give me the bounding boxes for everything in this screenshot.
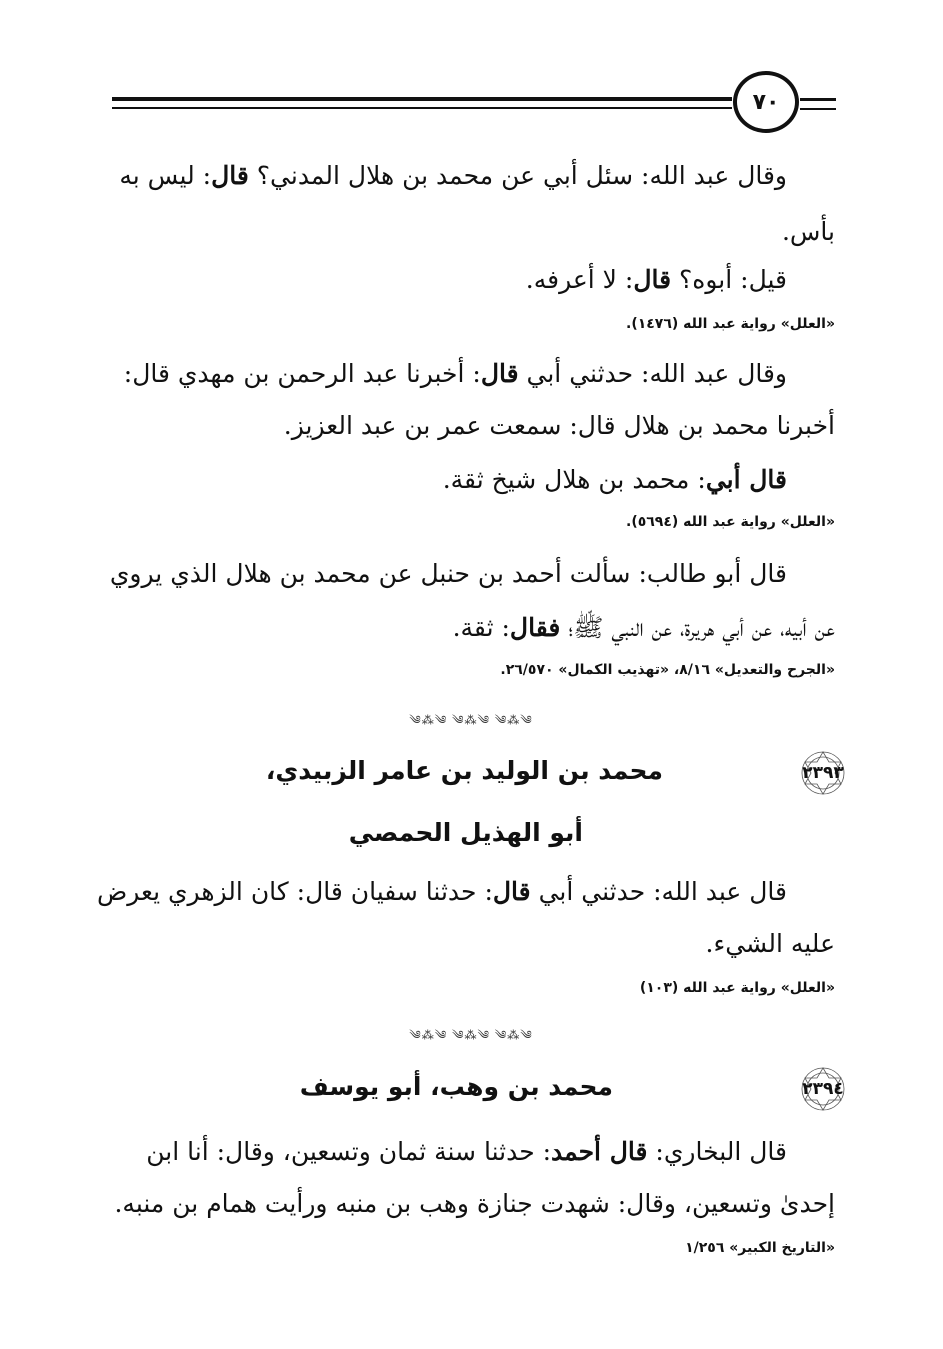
ornament-divider: ༄⁂༄ ༄⁂༄ ༄⁂༄ bbox=[409, 713, 533, 727]
citation: «العلل» رواية عبد الله (١٠٣) bbox=[639, 980, 835, 996]
paragraph-line: قال عبد الله: حدثني أبي قال: حدثنا سفيان قال: كان الزهري يعرض bbox=[96, 877, 787, 906]
paragraph-line: إحدىٰ وتسعين، وقال: شهدت جنازة وهب بن منبه ورأيت همام بن منبه. bbox=[114, 1189, 835, 1218]
citation: «التاريخ الكبير» ١/٢٥٦ bbox=[685, 1240, 835, 1256]
paragraph-line: عليه الشيء. bbox=[705, 929, 835, 958]
header-rule-thick bbox=[112, 97, 732, 101]
citation: «العلل» رواية عبد الله (١٤٧٦). bbox=[626, 316, 835, 332]
entry-number-badge: ٢٣٩٣ bbox=[800, 750, 846, 796]
paragraph-line: قال أبي: محمد بن هلال شيخ ثقة. bbox=[442, 465, 787, 494]
header-rule-tail bbox=[800, 108, 836, 110]
paragraph-line: وقال عبد الله: حدثني أبي قال: أخبرنا عبد الرحمن بن مهدي قال: bbox=[123, 359, 787, 388]
ornament-divider: ༄⁂༄ ༄⁂༄ ༄⁂༄ bbox=[409, 1028, 533, 1042]
paragraph-line: قيل: أبوه؟ قال: لا أعرفه. bbox=[525, 265, 787, 294]
entry-title: محمد بن وهب، أبو يوسف bbox=[299, 1072, 613, 1101]
paragraph-line: وقال عبد الله: سئل أبي عن محمد بن هلال المدني؟ قال: ليس به bbox=[119, 161, 787, 190]
paragraph-line: قال البخاري: قال أحمد: حدثنا سنة ثمان وتسعين، وقال: أنا ابن bbox=[146, 1137, 787, 1166]
header-rule-thin bbox=[112, 107, 732, 109]
entry-title: محمد بن الوليد بن عامر الزبيدي، bbox=[265, 756, 663, 785]
paragraph-line: قال أبو طالب: سألت أحمد بن حنبل عن محمد بن هلال الذي يروي bbox=[109, 559, 787, 588]
header-rule-tail bbox=[800, 98, 836, 101]
paragraph-line: بأس. bbox=[781, 217, 835, 246]
citation: «الجرح والتعديل» ٨/١٦، «تهذيب الكمال» ٢٦/٥٧٠. bbox=[500, 662, 835, 678]
page-number: ٧٠ bbox=[733, 71, 799, 133]
entry-number-badge: ٢٣٩٤ bbox=[800, 1066, 846, 1112]
entry-subtitle: أبو الهذيل الحمصي bbox=[348, 818, 583, 847]
citation: «العلل» رواية عبد الله (٥٦٩٤). bbox=[626, 514, 835, 530]
paragraph-line: عن أبيه، عن أبي هريرة، عن النبي ﷺ؛ فقال: ثقة. bbox=[452, 613, 835, 642]
paragraph-line: أخبرنا محمد بن هلال قال: سمعت عمر بن عبد العزيز. bbox=[283, 411, 835, 440]
